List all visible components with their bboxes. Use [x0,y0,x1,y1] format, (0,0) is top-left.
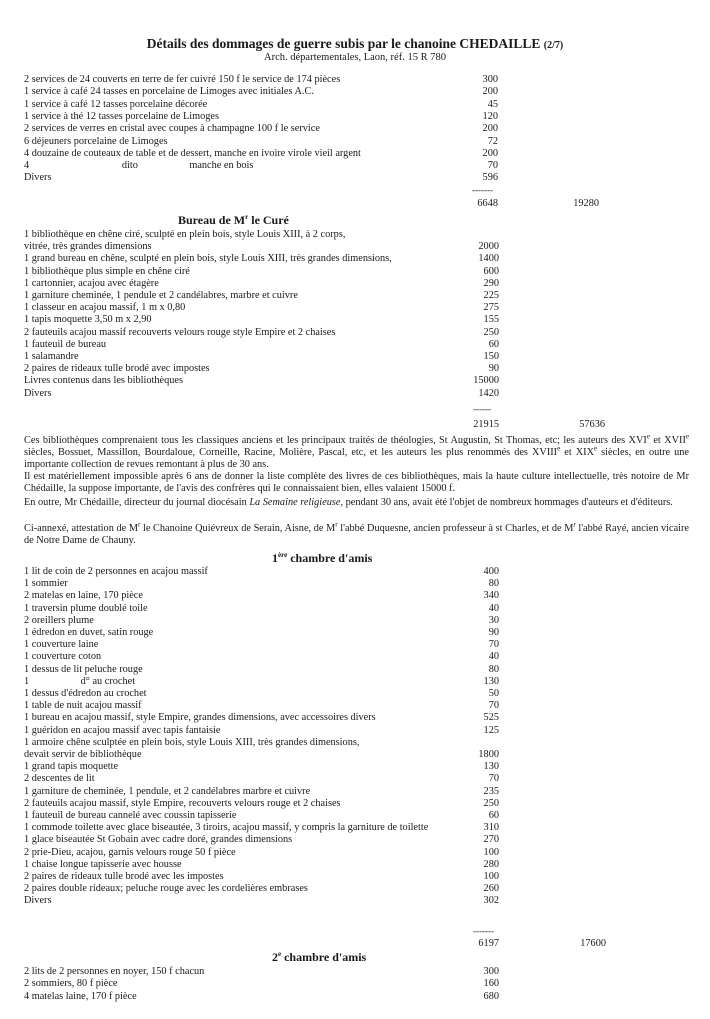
item-amount: 60 [488,338,499,350]
line-item [0,363,710,375]
line-item [0,883,710,895]
item-amount: 400 [483,566,499,577]
item-description: 2 fauteuils acajou massif recouverts velours rouge style Empire et 2 chaises [24,326,336,338]
line-item [0,172,710,184]
line-item [0,786,710,798]
line-item [0,615,710,627]
line-item [0,241,710,253]
item-description: 1 grand bureau en chêne, sculpté en plein bois, style Louis XIII, très grandes dimensions, [24,253,392,265]
item-description: 1 bureau en acajou massif, style Empire, grandes dimensions, avec accessoires divers [24,712,376,724]
line-item [0,664,710,676]
line-item [0,314,710,326]
cumulative-total: 19280 [573,198,599,209]
line-item [0,712,710,724]
item-amount: 125 [483,724,499,736]
item-amount: 525 [483,712,499,724]
item-amount: 100 [483,871,499,882]
item-description: vitrée, très grandes dimensions [24,241,152,253]
item-description: 1 chaise longue tapisserie avec housse [24,858,182,870]
item-description: 2 fauteuils acajou massif, style Empire, recouverts velours rouge et 2 chaises [24,797,341,809]
line-item [0,148,710,160]
item-description: 2 paires double rideaux; peluche rouge avec les cordelières embrases [24,883,308,895]
item-description: 1 dessus de lit peluche rouge [24,663,143,675]
item-description: 1 tapis moquette 3,50 m x 2,90 [24,314,152,326]
item-description: 2 services de verres en cristal avec coupes à champagne 100 f le service [24,123,320,135]
line-item [0,603,710,615]
item-amount: 155 [483,314,499,326]
line-item [0,810,710,822]
item-amount: 15000 [473,375,499,387]
line-item [0,895,710,907]
item-description: 2 matelas en laine, 170 pièce [24,590,143,602]
item-amount: 40 [488,651,499,663]
note-library-value: Il est matériellement impossible après 6 ans de donner la liste complète des livres de ces bibliothèques, mais la haute culture intellectuelle, très notoire de Mr Chédaille, la suppose importante, de l'avis des confrères qui le connaissaient bien, elles valaient 15000 f. [24,471,689,494]
line-item [0,566,710,578]
line-item [0,229,710,241]
item-description: 1 grand tapis moquette [24,761,119,773]
item-description: 6 déjeuners porcelaine de Limoges [24,135,168,147]
item-amount: 72 [487,135,498,147]
item-amount: 680 [483,990,499,1002]
line-item [0,302,710,314]
line-item [0,136,710,148]
item-amount: 300 [483,966,499,977]
archive-reference: Arch. départementales, Laon, réf. 15 R 780 [264,52,446,63]
line-item [0,278,710,290]
line-item [0,375,710,387]
item-description: 1 dessus d'édredon au crochet [24,688,147,699]
line-item [0,676,710,688]
item-amount: 300 [482,74,498,85]
item-amount: 1420 [478,387,499,399]
item-amount: 200 [482,123,498,135]
line-item [0,590,710,602]
section-subtotal: 6197 [478,938,499,949]
item-description: 1 sommier [24,578,68,590]
line-item [0,966,710,978]
item-description: devait servir de bibliothèque [24,749,142,760]
cumulative-total: 17600 [580,938,606,949]
line-item [0,773,710,785]
line-item [0,339,710,351]
line-item [0,749,710,761]
item-amount: 1800 [478,749,499,760]
item-description: 2 sommiers, 80 f pièce [24,978,118,990]
line-item [0,639,710,651]
item-description: 1 table de nuit acajou massif [24,700,142,712]
item-amount: 40 [488,602,499,614]
item-amount: 100 [483,846,499,858]
item-description: 1 salamandre [24,351,79,362]
item-description: Divers [24,895,52,907]
item-description: 2 descentes de lit [24,773,95,785]
item-description: 1 cartonnier, acajou avec étagère [24,277,159,289]
line-item [0,388,710,400]
item-description: 2 lits de 2 personnes en noyer, 150 f chacun [24,966,205,977]
item-amount: 70 [488,773,499,785]
item-amount: 596 [482,172,498,184]
item-amount: 90 [488,627,499,638]
item-description: 1 d° au crochet [24,675,136,687]
item-amount: 270 [483,834,499,846]
item-amount: 120 [482,110,498,122]
item-amount: 250 [483,326,499,338]
part-indicator: (2/7) [543,40,564,51]
line-item [0,688,710,700]
item-description: 1 fauteuil de bureau [24,338,107,350]
line-item [0,627,710,639]
item-description: 1 service à café 24 tasses en porcelaine de Limoges avec initiales A.C. [24,86,314,98]
section-subtotal: 6648 [477,198,498,209]
item-amount: 1400 [478,253,499,265]
line-item [0,74,710,86]
item-amount: 90 [488,363,499,375]
item-amount: 302 [483,895,499,907]
item-description: Divers [24,387,52,399]
note-library-contents: Ces bibliothèques comprenaient tous les classiques anciens et les principaux traités de théologies, St Augustin, St Thomas, etc; les auteurs des XVIe et XVIIe siècles, Bossuet, Massillon, Bourdaloue, Corneille, Racine, Molière, Pascal, etc, et les auteurs les plus renommés des XVIIIe et XIXe siècles, en outre une importante collection de revues remontant à plus de 30 ans. [24,432,689,470]
item-amount: 50 [488,688,499,699]
item-description: 1 guéridon en acajou massif avec tapis fantaisie [24,724,221,736]
item-description: 2 services de 24 couverts en terre de fer cuivré 150 f le service de 174 pièces [24,74,341,85]
item-description: 1 couverture laine [24,639,99,651]
line-item [0,761,710,773]
section-heading-first-guest-room: 1ère chambre d'amis [272,551,373,565]
item-amount: 30 [488,614,499,626]
item-description: 1 garniture cheminée, 1 pendule et 2 candélabres, marbre et cuivre [24,290,298,301]
item-amount: 80 [488,578,499,590]
line-item [0,99,710,111]
total-separator: ------- [472,185,493,195]
item-description: 1 traversin plume doublé toile [24,602,148,614]
item-amount: 130 [483,675,499,687]
item-amount: 250 [483,797,499,809]
line-item [0,822,710,834]
line-item [0,327,710,339]
document-title: Détails des dommages de guerre subis par le chanoine CHEDAILLE (2/7) [146,36,564,51]
item-description: 2 paires de rideaux tulle brodé avec impostes [24,363,210,375]
line-item [0,160,710,172]
line-item [0,290,710,302]
line-item [0,86,710,98]
item-amount: 275 [483,302,499,314]
line-item [0,737,710,749]
line-item [0,834,710,846]
section-subtotal: 21915 [473,419,499,430]
item-amount: 340 [483,590,499,602]
item-description: 1 bibliothèque plus simple en chêne ciré [24,265,190,277]
item-description: 1 couverture coton [24,651,102,663]
item-description: 2 oreillers plume [24,614,94,626]
line-item [0,253,710,265]
line-item [0,871,710,883]
item-description: 1 glace biseautée St Gobain avec cadre doré, grandes dimensions [24,834,293,846]
line-item [0,991,710,1003]
item-description: 4 dito manche en bois [24,160,254,172]
item-amount: 60 [488,810,499,821]
item-amount: 70 [488,639,499,651]
item-description: 2 paires de rideaux tulle brodé avec les impostes [24,871,224,882]
item-description: Divers [24,172,52,184]
item-description: 1 armoire chêne sculptée en plein bois, style Louis XIII, très grandes dimensions, [24,736,360,748]
item-description: 2 prie-Dieu, acajou, garnis velours rouge 50 f pièce [24,846,236,858]
item-amount: 150 [483,351,499,362]
item-amount: 45 [487,98,498,110]
line-item [0,978,710,990]
line-item [0,798,710,810]
item-description: 1 lit de coin de 2 personnes en acajou massif [24,566,208,577]
item-amount: 70 [488,700,499,712]
section-heading-second-guest-room: 2e chambre d'amis [272,950,367,964]
note-journal: En outre, Mr Chédaille, directeur du journal diocésain La Semaine religieuse, pendant 30 ans, avait été l'objet de nombreux hommages d'auteurs et d'éditeurs. [24,497,673,508]
item-amount: 290 [483,277,499,289]
line-item [0,266,710,278]
line-item [0,578,710,590]
item-description: 1 bibliothèque en chêne ciré, sculpté en plein bois, style Louis XIII, à 2 corps, [24,229,346,240]
item-amount: 235 [483,785,499,797]
item-amount: 130 [483,761,499,773]
item-description: 1 commode toilette avec glace biseautée, 3 tiroirs, acajou massif, y compris la garniture de toilette [24,822,429,834]
item-amount: 70 [487,160,498,172]
item-amount: 600 [483,265,499,277]
item-description: 1 garniture de cheminée, 1 pendule, et 2 candélabres marbre et cuivre [24,785,311,797]
line-item [0,651,710,663]
item-description: 1 service à thé 12 tasses porcelaine de Limoges [24,110,219,122]
item-amount: 280 [483,858,499,870]
item-description: 1 édredon en duvet, satin rouge [24,627,154,638]
item-description: 1 service à café 12 tasses porcelaine décorée [24,98,208,110]
item-description: 4 douzaine de couteaux de table et de dessert, manche en ivoire virole vieil argent [24,147,361,159]
item-description: Livres contenus dans les bibliothèques [24,375,183,387]
item-amount: 160 [483,978,499,990]
line-item [0,351,710,363]
line-item [0,725,710,737]
cumulative-total: 57636 [579,419,605,430]
line-item [0,859,710,871]
item-amount: 260 [483,883,499,895]
total-separator: ------ [473,404,491,414]
item-amount: 310 [483,822,499,834]
note-attestation: Ci-annexé, attestation de $M^r$ le Chanoine Quiévreux de Serain, Aisne, de $M^r$ l'abbé Duquesne, ancien professeur à st Charles, et de $M^r$ l'abbé Rayé, ancien vicaire de Notre Dame de Chauny. [24,520,689,546]
total-separator: ------- [473,926,494,936]
item-amount: 2000 [478,241,499,253]
section-heading-bureau: Bureau de $M^r$ le Curé [178,213,289,227]
item-description: 4 matelas laine, 170 f pièce [24,990,137,1002]
item-amount: 200 [482,86,498,98]
line-item [0,700,710,712]
item-description: 1 classeur en acajou massif, 1 m x 0,80 [24,302,186,314]
line-item [0,847,710,859]
item-amount: 80 [488,663,499,675]
line-item [0,123,710,135]
item-amount: 200 [482,147,498,159]
line-item [0,111,710,123]
item-description: 1 fauteuil de bureau cannelé avec coussin tapisserie [24,810,237,821]
item-amount: 225 [483,290,499,301]
